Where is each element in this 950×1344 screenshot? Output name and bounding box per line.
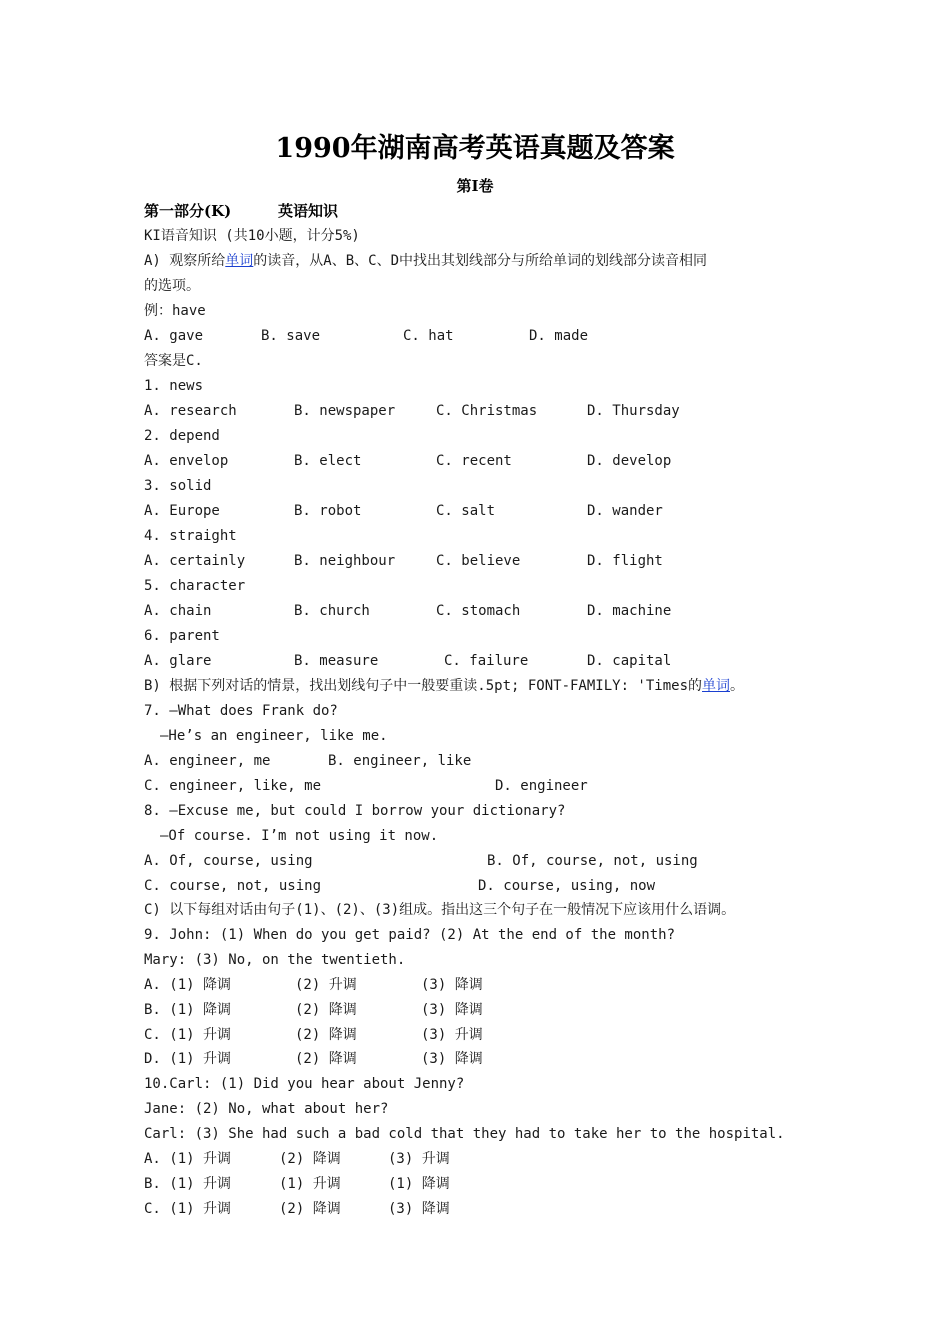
option-d: D. capital bbox=[587, 653, 672, 669]
option-a: A. certainly bbox=[144, 553, 246, 569]
option-b: B. save bbox=[261, 328, 321, 344]
question-stem: 4. straight bbox=[144, 528, 237, 544]
intonation-3: (3) 降调 bbox=[421, 1051, 483, 1067]
q7-line2: —He’s an engineer, like me. bbox=[160, 728, 388, 744]
intonation-2: (2) 降调 bbox=[279, 1201, 341, 1217]
option-a: A. research bbox=[144, 403, 237, 419]
option-b: B. newspaper bbox=[294, 403, 396, 419]
intonation-1: B. (1) 降调 bbox=[144, 1002, 232, 1018]
intonation-2: (2) 降调 bbox=[295, 1027, 357, 1043]
intonation-3: (1) 降调 bbox=[388, 1176, 450, 1192]
question-stem: 6. parent bbox=[144, 628, 220, 644]
part-b-intro-prefix: B) 根据下列对话的情景，找出划线句子中一般要重读.5pt; FONT-FAMILY: 'Times的 bbox=[144, 678, 703, 694]
intonation-1: B. (1) 升调 bbox=[144, 1176, 232, 1192]
part-a-intro bbox=[144, 249, 707, 274]
intonation-3: (3) 升调 bbox=[388, 1151, 450, 1167]
question-stem: 3. solid bbox=[144, 478, 212, 494]
intonation-3: (3) 降调 bbox=[388, 1201, 450, 1217]
page-title: 1990年湖南高考英语真题及答案 bbox=[275, 133, 675, 164]
option-c: C. believe bbox=[436, 553, 521, 569]
option-c: C. salt bbox=[436, 503, 496, 519]
example-answer: 答案是C. bbox=[144, 353, 203, 369]
section-name: 英语知识 bbox=[278, 202, 339, 220]
option-d: D. engineer bbox=[495, 778, 588, 794]
option-b: B. robot bbox=[294, 503, 362, 519]
intonation-1: A. (1) 升调 bbox=[144, 1151, 232, 1167]
option-a: A. engineer, me bbox=[144, 753, 271, 769]
question-stem: 1. news bbox=[144, 378, 204, 394]
option-b: B. neighbour bbox=[294, 553, 396, 569]
option-c: C. engineer, like, me bbox=[144, 778, 322, 794]
q8-line2: —Of course. I’m not using it now. bbox=[160, 828, 439, 844]
option-d: D. wander bbox=[587, 503, 663, 519]
intonation-2: (2) 降调 bbox=[295, 1002, 357, 1018]
intonation-3: (3) 降调 bbox=[421, 1002, 483, 1018]
part-a-intro-prefix: A) 观察所给 bbox=[144, 253, 226, 269]
option-b: B. engineer, like bbox=[328, 753, 472, 769]
option-d: D. develop bbox=[587, 453, 672, 469]
intonation-2: (2) 升调 bbox=[295, 977, 357, 993]
option-a: A. chain bbox=[144, 603, 212, 619]
part-a-intro-suffix: 的读音，从A、B、C、D中找出其划线部分与所给单词的划线部分读音相同 bbox=[253, 253, 708, 269]
k1-intro: KI语音知识 (共10小题，计分5%) bbox=[144, 228, 360, 244]
option-c: C. course, not, using bbox=[144, 878, 322, 894]
intonation-1: C. (1) 升调 bbox=[144, 1201, 232, 1217]
option-c: C. failure bbox=[444, 653, 529, 669]
option-b: B. elect bbox=[294, 453, 362, 469]
option-a: A. Europe bbox=[144, 503, 220, 519]
option-d: D. Thursday bbox=[587, 403, 680, 419]
q7-line1: 7. —What does Frank do? bbox=[144, 703, 338, 719]
part-c-intro: C) 以下每组对话由句子(1)、(2)、(3)组成。指出这三个句子在一般情况下应该用什么语调。 bbox=[144, 902, 736, 918]
word-link[interactable]: 单词 bbox=[702, 678, 731, 694]
q10-line3: Carl: (3) She had such a bad cold that they had to take her to the hospital. bbox=[144, 1126, 785, 1142]
intonation-3: (3) 升调 bbox=[421, 1027, 483, 1043]
intonation-2: (2) 降调 bbox=[295, 1051, 357, 1067]
q9-line2: Mary: (3) No, on the twentieth. bbox=[144, 952, 406, 968]
option-d: D. flight bbox=[587, 553, 663, 569]
question-stem: 5. character bbox=[144, 578, 246, 594]
intonation-2: (2) 降调 bbox=[279, 1151, 341, 1167]
example-word: 例：have bbox=[144, 303, 206, 319]
option-c: C. hat bbox=[403, 328, 454, 344]
option-a: A. gave bbox=[144, 328, 204, 344]
option-d: D. machine bbox=[587, 603, 672, 619]
intonation-3: (3) 降调 bbox=[421, 977, 483, 993]
option-b: B. measure bbox=[294, 653, 379, 669]
option-a: A. envelop bbox=[144, 453, 229, 469]
option-c: C. recent bbox=[436, 453, 512, 469]
section-part: 第一部分(K) bbox=[144, 202, 232, 220]
part-b-intro bbox=[144, 674, 744, 699]
option-b: B. church bbox=[294, 603, 370, 619]
option-b: B. Of, course, not, using bbox=[487, 853, 698, 869]
option-a: A. Of, course, using bbox=[144, 853, 313, 869]
volume-subtitle: 第I卷 bbox=[456, 177, 494, 195]
option-c: C. Christmas bbox=[436, 403, 538, 419]
q9-line1: 9. John: (1) When do you get paid? (2) At the end of the month? bbox=[144, 927, 676, 943]
q10-line1: 10.Carl: (1) Did you hear about Jenny? bbox=[144, 1076, 465, 1092]
part-a-intro-line2: 的选项。 bbox=[144, 278, 200, 294]
option-c: C. stomach bbox=[436, 603, 521, 619]
q10-line2: Jane: (2) No, what about her? bbox=[144, 1101, 389, 1117]
intonation-1: D. (1) 升调 bbox=[144, 1051, 232, 1067]
part-b-intro-suffix: 。 bbox=[730, 678, 745, 694]
intonation-1: C. (1) 升调 bbox=[144, 1027, 232, 1043]
word-link[interactable]: 单词 bbox=[225, 253, 254, 269]
option-d: D. made bbox=[529, 328, 589, 344]
q8-line1: 8. —Excuse me, but could I borrow your dictionary? bbox=[144, 803, 566, 819]
option-d: D. course, using, now bbox=[478, 878, 656, 894]
question-stem: 2. depend bbox=[144, 428, 220, 444]
intonation-2: (1) 升调 bbox=[279, 1176, 341, 1192]
option-a: A. glare bbox=[144, 653, 212, 669]
intonation-1: A. (1) 降调 bbox=[144, 977, 232, 993]
